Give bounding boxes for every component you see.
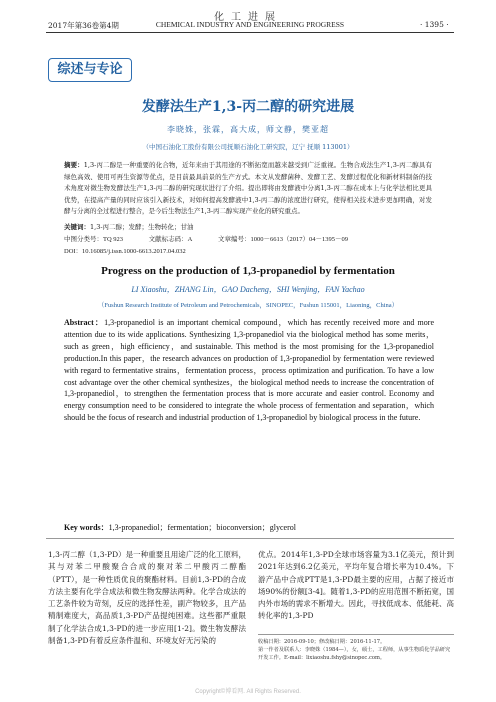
copyright-watermark: Copyright©博看网. All Rights Reserved. bbox=[195, 689, 301, 695]
classification-line bbox=[64, 234, 432, 243]
clc-number: 中图分类号：TQ 923 bbox=[64, 236, 124, 243]
keywords-en bbox=[64, 522, 434, 533]
year-issue: 2017年第36卷第4期 bbox=[48, 21, 119, 30]
journal-english-name: CHEMICAL INDUSTRY AND ENGINEERING PROGRESS bbox=[155, 20, 345, 29]
document-code: 文献标志码：A bbox=[148, 236, 193, 243]
affiliation-en: （Fushun Research Institute of Petroleum and Petrochemicals，SINOPEC，Fushun 115001，Liaoning，China） bbox=[97, 302, 399, 309]
article-number: 文章编号：1000－6613（2017）04－1395－09 bbox=[218, 236, 348, 243]
footnote-dates: 收稿日期：2016-09-10；修改稿日期：2016-11-17。 bbox=[258, 639, 386, 645]
abstract-en-label: Abstract： bbox=[64, 318, 105, 327]
abstract-cn-text: 1,3-丙二醇是一种重要的化合物，近年来由于其用途的不断拓宽而越来越受到广泛重视。生物合成法生产1,3-丙二醇具有绿色高效、使用可再生资源等优点，是目前最具前景的生产方式。本文从发酵菌种、发酵工艺、发酵过程优化和新材料制备的技术角度对微生物发酵法生产1,3-丙二醇的研究现状进行了介绍。提出即将由发酵液中分离1,3-丙二醇在成本上与化学法相比更具优势，在提高产量的同时应该引入新技术，对如何提高发酵液中1,3-丙二醇的浓度进行研究，使得相关技术进步更加明确，对发酵与分离的全过程进行整合，是今后生物法生产1,3-丙二醇实现产业化的研究重点。 bbox=[64, 161, 432, 215]
page-number: · 1395 · bbox=[420, 20, 449, 29]
abstract-cn-label: 摘要： bbox=[64, 161, 84, 169]
body-divider bbox=[46, 538, 454, 539]
header-rule bbox=[46, 32, 454, 33]
article-title-en: Progress on the production of 1,3-propanediol by fermentation bbox=[101, 265, 395, 277]
authors-en: LI Xiaoshu，ZHANG Lin，GAO Dacheng，SHI Wenjing，FAN Yachao bbox=[131, 285, 365, 294]
keywords-cn bbox=[64, 222, 432, 231]
footnote-rule bbox=[258, 634, 454, 635]
footnote-author: 第一作者及联系人：李晓姝（1984—），女，硕士，工程师，从事生物质化学品研究开发工作。E-mail：lixiaoshu.fshy@sinopec.com。 bbox=[258, 647, 451, 661]
section-tag: 综述与专论 bbox=[48, 58, 132, 82]
journal-title: 化工进展 bbox=[214, 12, 282, 23]
affiliation-cn: （中国石油化工股份有限公司抚顺石油化工研究院，辽宁 抚顺 113001） bbox=[142, 143, 354, 151]
doi: DOI：10.16085/j.issn.1000-6613.2017.04.032 bbox=[64, 248, 186, 255]
keywords-en-label: Key words： bbox=[64, 523, 109, 532]
article-title-cn: 发酵法生产1,3-丙二醇的研究进展 bbox=[141, 99, 355, 115]
footnote bbox=[258, 638, 454, 662]
abstract-cn bbox=[64, 160, 432, 218]
body-column-right: 优点。2014年1,3-PD全球市场容量为3.1亿美元，预计到2021年达到6.2亿美元，平均年复合增长率为10.4%。下游产品中合成PTT是1,3-PD最主要的应用，占据了接近市场90%的份额[3-4]。随着1,3-PD的应用范围不断拓宽，国内外市场的需求不断增大。因此，寻找低成本、低能耗、高转化率的1,3-PD bbox=[258, 550, 454, 621]
body-column-left: 1,3-丙二醇（1,3-PD）是一种重要且用途广泛的化工原料，其与对苯二甲酸聚合合成的聚对苯二甲酸丙二醇酯（PTT），是一种性质优良的聚酯材料。目前1,3-PD的合成方法主要有化学合成法和微生物发酵法两种。化学合成法的工艺条件较为苛刻，反应的选择性差，副产物较多，且产品精制难度大，高品质1,3-PD产品提纯困难。这些都严重限制了化学法合成1,3-PD的进一步应用[1-2]。微生物发酵法制备1,3-PD有着反应条件温和、环境友好无污染的 bbox=[48, 550, 246, 646]
keywords-en-text: 1,3-propanediol；fermentation；bioconversion；glycerol bbox=[108, 523, 296, 532]
keywords-cn-text: 1,3-丙二醇；发酵；生物转化；甘油 bbox=[90, 223, 194, 231]
abstract-en bbox=[64, 317, 434, 424]
authors-cn: 李晓姝，张霖，高大成，师文静，樊亚超 bbox=[167, 125, 329, 134]
abstract-en-text: 1,3-propanediol is an important chemical compound，which has recently received more and more attention due to its wide applications. Synthesizing 1,3-propanediol via the biological method has some merits，such as green，high efficiency，and sustainable. This method is the most promising for the 1,3-propanediol production.In this paper，the research advances on production of 1,3-propanediol by fermentation were reviewed with regard to fermentative strains，fermentation process，process optimization and purification. To have a low cost advantage over the other chemical synthesizes，the biological method needs to increase the concentration of 1,3-propanediol，to strengthen the fermentation process that is more accurate and easier control. Economy and energy consumption need to be considered to integrate the whole process of fermentation and separation，which should be the focus of research and industrial production of 1,3-propanediol by biological process in the future. bbox=[64, 318, 434, 423]
keywords-cn-label: 关键词： bbox=[64, 223, 90, 231]
